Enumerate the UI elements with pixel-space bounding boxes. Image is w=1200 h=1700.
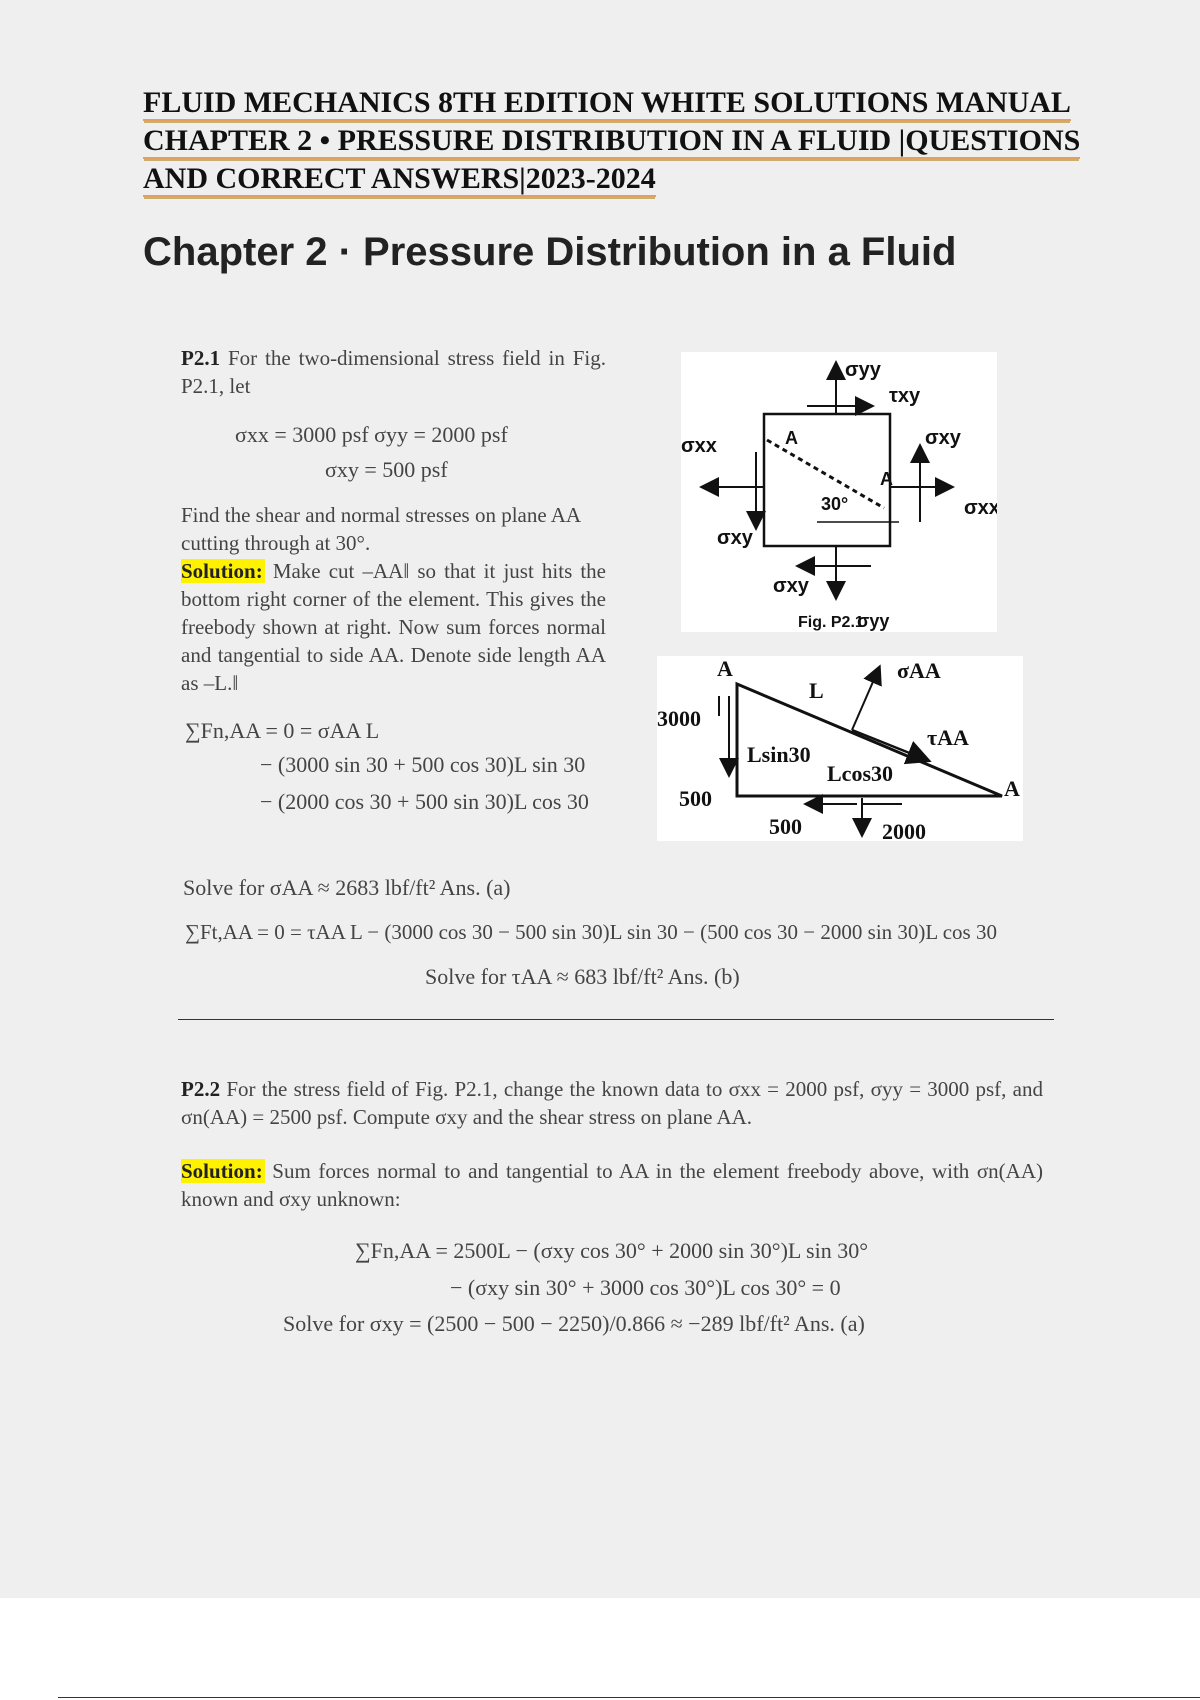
fb-label-l: L [809, 678, 824, 703]
p22-solve: Solve for σxy = (2500 − 500 − 2250)/0.866 ≈ −289 lbf/ft² Ans. (a) [283, 1311, 865, 1336]
p22-eq1: ∑Fn,AA = 2500L − (σxy cos 30° + 2000 sin 30°)L sin 30° [355, 1238, 869, 1263]
p21-intro [181, 344, 606, 400]
label-a-right: A [880, 469, 893, 489]
element-square [764, 414, 890, 546]
label-sxy-right: σxy [925, 427, 961, 449]
p22-solution [181, 1157, 1043, 1213]
fb-label-500-bottom: 500 [769, 814, 802, 839]
p21-solution-label: Solution: [181, 559, 263, 583]
label-angle: 30° [821, 494, 849, 514]
p21-eq1-line3: − (2000 cos 30 + 500 sin 30)L cos 30 [260, 789, 589, 814]
label-syy-bottom: σyy [857, 611, 890, 631]
p21-eq2: ∑Ft,AA = 0 = τAA L − (3000 cos 30 − 500 sin 30)L sin 30 − (500 cos 30 − 2000 sin 30)L cos 30 [185, 920, 997, 944]
fb-label-lsin: Lsin30 [747, 742, 811, 767]
label-sxy-bottom: σxy [773, 575, 809, 597]
p22-solution-text: Sum forces normal to and tangential to AA in the element freebody above, with σn(AA) known and σxy unknown: [181, 1159, 1043, 1211]
chapter-heading: Chapter 2 · Pressure Distribution in a Fluid [143, 230, 957, 274]
figure-freebody-drawing [657, 656, 1023, 841]
p22-eq2: − (σxy sin 30° + 3000 cos 30°)L cos 30° = 0 [450, 1275, 841, 1300]
label-sxy-left: σxy [717, 527, 753, 549]
fb-label-a-top: A [717, 656, 733, 681]
p22-text: For the stress field of Fig. P2.1, change the known data to σxx = 2000 psf, σyy = 3000 psf, and σn(AA) = 2500 psf. Compute σxy and the shear stress on plane AA. [181, 1077, 1043, 1129]
p21-solve-b: Solve for τAA ≈ 683 lbf/ft² Ans. (b) [425, 964, 740, 989]
label-sxx-left: σxx [681, 435, 717, 457]
fb-label-500-left: 500 [679, 786, 712, 811]
figure-freebody [657, 656, 1023, 841]
title-line-1: FLUID MECHANICS 8TH EDITION WHITE SOLUTIONS MANUAL [143, 86, 1071, 119]
fb-label-saa: σAA [897, 658, 941, 683]
fb-label-taa: τAA [927, 725, 969, 750]
page-bottom-rule [58, 1697, 1200, 1698]
figure-caption: Fig. P2.1 [798, 614, 864, 631]
label-sxx-right: σxx [964, 497, 997, 519]
p21-solve-a: Solve for σAA ≈ 2683 lbf/ft² Ans. (a) [183, 875, 511, 900]
p22-solution-label: Solution: [181, 1159, 263, 1183]
p21-given-2: σxy = 500 psf [325, 457, 448, 482]
p21-solution [181, 557, 606, 697]
fb-label-lcos: Lcos30 [827, 761, 893, 786]
p21-intro-text: For the two-dimensional stress field in Fig. P2.1, let [181, 346, 606, 398]
p21-question: Find the shear and normal stresses on plane AA cutting through at 30°. [181, 503, 580, 555]
figure-p21 [681, 352, 997, 632]
p22-label: P2.2 [181, 1077, 221, 1101]
label-syy-top: σyy [845, 359, 881, 381]
label-txy-top: τxy [889, 385, 921, 407]
section-divider [178, 1019, 1054, 1020]
p21-eq1-line2: − (3000 sin 30 + 500 cos 30)L sin 30 [260, 752, 586, 777]
fb-label-a-right: A [1004, 776, 1020, 801]
document-title [143, 84, 1173, 198]
p21-label: P2.1 [181, 346, 221, 370]
title-line-2: CHAPTER 2 • PRESSURE DISTRIBUTION IN A FLUID |QUESTIONS [143, 124, 1081, 157]
fb-label-3000: 3000 [657, 706, 701, 731]
figure-p21-drawing [681, 352, 997, 632]
p22-problem [181, 1075, 1043, 1131]
label-a-left: A [785, 428, 798, 448]
title-line-3: AND CORRECT ANSWERS|2023-2024 [143, 162, 656, 195]
p21-eq1-line1: ∑Fn,AA = 0 = σAA L [185, 718, 380, 743]
p21-given-1: σxx = 3000 psf σyy = 2000 psf [235, 422, 508, 447]
fb-label-2000: 2000 [882, 819, 926, 841]
p21-solution-text: Make cut –AA‖ so that it just hits the bottom right corner of the element. This gives the freebody shown at right. Now sum forces normal and tangential to side AA. Denote side length AA as –L.‖ [181, 559, 606, 695]
